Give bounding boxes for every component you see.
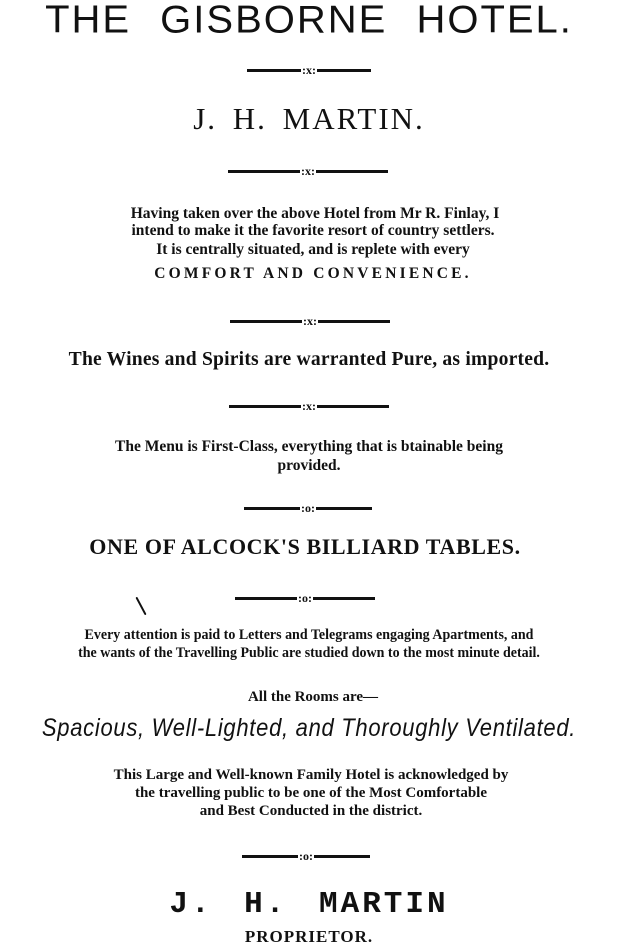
divider-rule-right	[316, 507, 372, 510]
divider-rule-left	[228, 170, 300, 173]
divider-7	[240, 850, 372, 862]
divider-mark: :x:	[302, 399, 316, 413]
divider-rule-left	[229, 405, 301, 408]
divider-mark: :x:	[301, 164, 315, 178]
divider-rule-right	[313, 597, 375, 600]
divider-mark: :o:	[298, 591, 312, 605]
spacious-rooms-slogan: Spacious, Well-Lighted, and Thoroughly Ventilated.	[41, 714, 577, 742]
proprietor-heading: J. H. MARTIN.	[193, 101, 425, 136]
family-hotel-line-2: the travelling public to be one of the Most Comfortable	[134, 785, 488, 801]
proprietor-signature: J. H. MARTIN	[169, 887, 449, 922]
divider-mark: :o:	[299, 849, 313, 863]
ink-mark	[135, 597, 146, 616]
rooms-intro: All the Rooms are—	[247, 689, 379, 705]
family-hotel-line-3: and Best Conducted in the district.	[199, 803, 423, 819]
attention-line-1: Every attention is paid to Letters and Telegrams engaging Apartments, and	[84, 627, 534, 643]
divider-rule-right	[314, 855, 370, 858]
attention-line-2: the wants of the Travelling Public are studied down to the most minute detail.	[78, 645, 540, 661]
divider-rule-left	[242, 855, 298, 858]
intro-line-3: It is centrally situated, and is replete with every	[156, 241, 470, 258]
menu-line-2: provided.	[277, 457, 341, 474]
divider-rule-left	[230, 320, 302, 323]
divider-rule-left	[247, 69, 301, 72]
divider-3	[226, 315, 394, 327]
divider-4	[224, 400, 394, 412]
divider-rule-right	[318, 320, 390, 323]
divider-6	[230, 592, 380, 604]
divider-2	[224, 165, 392, 177]
comfort-and-convenience: COMFORT AND CONVENIENCE.	[154, 265, 472, 282]
divider-mark: :x:	[303, 314, 317, 328]
intro-line-1: Having taken over the above Hotel from Mr R. Finlay, I	[130, 205, 500, 222]
hotel-name: THE GISBORNE HOTEL.	[45, 0, 573, 42]
proprietor-title: PROPRIETOR.	[244, 927, 374, 946]
family-hotel-line-1: This Large and Well-known Family Hotel is acknowledged by	[113, 767, 509, 783]
billiard-tables: ONE OF ALCOCK'S BILLIARD TABLES.	[89, 534, 521, 559]
divider-rule-right	[316, 170, 388, 173]
divider-rule-left	[244, 507, 300, 510]
intro-line-2: intend to make it the favorite resort of country settlers.	[131, 222, 495, 239]
menu-line-1: The Menu is First-Class, everything that is btainable being	[115, 438, 503, 455]
wines-and-spirits: The Wines and Spirits are warranted Pure, as imported.	[68, 348, 550, 370]
divider-mark: :x:	[302, 63, 316, 77]
divider-rule-right	[317, 405, 389, 408]
divider-rule-left	[235, 597, 297, 600]
divider-rule-right	[317, 69, 371, 72]
divider-mark: :o:	[301, 501, 315, 515]
divider-5	[240, 502, 376, 514]
divider-1	[244, 64, 374, 76]
